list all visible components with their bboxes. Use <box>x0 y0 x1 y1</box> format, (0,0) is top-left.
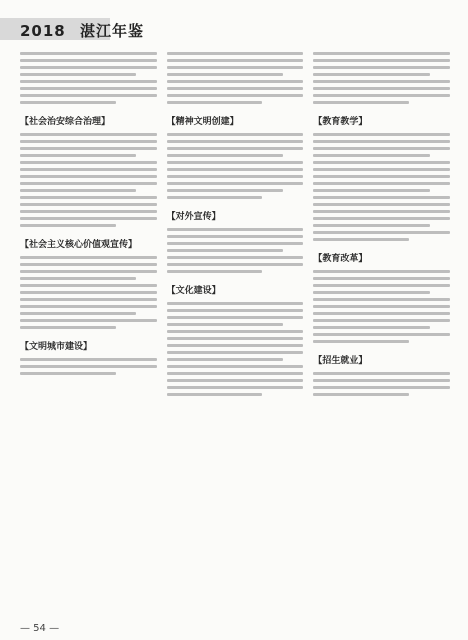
section-heading: 【教育改革】 <box>313 254 368 264</box>
section <box>20 48 157 108</box>
text-line-placeholder <box>20 80 157 83</box>
text-line-placeholder <box>20 372 116 375</box>
text-line-placeholder <box>167 302 304 305</box>
text-line-placeholder <box>313 372 450 375</box>
section-heading: 【教育教学】 <box>313 117 368 127</box>
page-number: — 54 — <box>20 623 60 634</box>
text-line-placeholder <box>20 224 116 227</box>
text-line-placeholder <box>167 175 304 178</box>
text-line-placeholder <box>167 87 304 90</box>
text-line-placeholder <box>313 154 429 157</box>
section-heading: 【招生就业】 <box>313 356 368 366</box>
text-line-placeholder <box>20 256 157 259</box>
column-1 <box>20 48 157 608</box>
text-line-placeholder <box>167 182 304 185</box>
text-line-placeholder <box>167 80 304 83</box>
text-line-placeholder <box>313 203 450 206</box>
text-line-placeholder <box>20 196 157 199</box>
text-line-placeholder <box>167 140 304 143</box>
text-line-placeholder <box>167 66 304 69</box>
text-line-placeholder <box>20 161 157 164</box>
text-line-placeholder <box>313 305 450 308</box>
text-line-placeholder <box>20 270 157 273</box>
text-line-placeholder <box>167 52 304 55</box>
section <box>313 251 450 347</box>
text-line-placeholder <box>20 147 157 150</box>
text-line-placeholder <box>313 87 450 90</box>
text-line-placeholder <box>313 73 429 76</box>
text-line-placeholder <box>167 337 304 340</box>
section-heading: 【文明城市建设】 <box>20 342 93 352</box>
text-line-placeholder <box>167 309 304 312</box>
text-line-placeholder <box>20 277 136 280</box>
section <box>167 209 304 277</box>
section <box>313 353 450 400</box>
text-line-placeholder <box>20 326 116 329</box>
text-line-placeholder <box>20 168 157 171</box>
text-line-placeholder <box>20 73 136 76</box>
text-line-placeholder <box>167 168 304 171</box>
text-line-placeholder <box>167 161 304 164</box>
text-line-placeholder <box>313 319 450 322</box>
text-line-placeholder <box>20 298 157 301</box>
text-line-placeholder <box>20 175 157 178</box>
text-line-placeholder <box>313 210 450 213</box>
text-line-placeholder <box>313 52 450 55</box>
text-line-placeholder <box>20 52 157 55</box>
section-heading: 【文化建设】 <box>166 286 221 296</box>
body-columns <box>20 48 450 608</box>
text-line-placeholder <box>167 358 283 361</box>
text-line-placeholder <box>313 133 450 136</box>
text-line-placeholder <box>313 217 450 220</box>
section-heading: 【社会主义核心价值观宣传】 <box>20 240 138 250</box>
text-line-placeholder <box>167 263 304 266</box>
text-line-placeholder <box>20 154 136 157</box>
text-line-placeholder <box>167 147 304 150</box>
text-line-placeholder <box>313 333 450 336</box>
text-line-placeholder <box>313 59 450 62</box>
text-line-placeholder <box>313 298 450 301</box>
text-line-placeholder <box>20 189 136 192</box>
text-line-placeholder <box>167 59 304 62</box>
text-line-placeholder <box>167 189 283 192</box>
text-line-placeholder <box>313 189 429 192</box>
section <box>167 114 304 203</box>
text-line-placeholder <box>167 393 263 396</box>
text-line-placeholder <box>20 210 157 213</box>
yearbook-header <box>20 20 144 41</box>
text-line-placeholder <box>313 140 450 143</box>
text-line-placeholder <box>20 217 157 220</box>
text-line-placeholder <box>20 101 116 104</box>
section <box>313 48 450 108</box>
text-line-placeholder <box>167 228 304 231</box>
text-line-placeholder <box>313 161 450 164</box>
text-line-placeholder <box>167 235 304 238</box>
text-line-placeholder <box>20 133 157 136</box>
text-line-placeholder <box>20 140 157 143</box>
column-2 <box>167 48 304 608</box>
text-line-placeholder <box>313 196 450 199</box>
text-line-placeholder <box>167 154 283 157</box>
text-line-placeholder <box>20 263 157 266</box>
text-line-placeholder <box>313 168 450 171</box>
section-heading: 【对外宣传】 <box>166 212 221 222</box>
text-line-placeholder <box>167 270 263 273</box>
text-line-placeholder <box>167 386 304 389</box>
text-line-placeholder <box>167 351 304 354</box>
section <box>20 339 157 379</box>
column-3 <box>313 48 450 608</box>
text-line-placeholder <box>313 80 450 83</box>
text-line-placeholder <box>313 147 450 150</box>
text-line-placeholder <box>313 312 450 315</box>
text-line-placeholder <box>20 66 157 69</box>
text-line-placeholder <box>313 231 450 234</box>
text-line-placeholder <box>313 94 450 97</box>
text-line-placeholder <box>167 256 304 259</box>
text-line-placeholder <box>313 386 450 389</box>
text-line-placeholder <box>313 284 450 287</box>
text-line-placeholder <box>313 326 429 329</box>
header-year: 2018 <box>20 22 66 40</box>
section <box>167 48 304 108</box>
text-line-placeholder <box>167 372 304 375</box>
text-line-placeholder <box>20 365 157 368</box>
text-line-placeholder <box>167 365 304 368</box>
text-line-placeholder <box>167 249 283 252</box>
text-line-placeholder <box>20 284 157 287</box>
text-line-placeholder <box>20 312 136 315</box>
text-line-placeholder <box>167 330 304 333</box>
text-line-placeholder <box>167 344 304 347</box>
text-line-placeholder <box>313 66 450 69</box>
text-line-placeholder <box>167 242 304 245</box>
text-line-placeholder <box>313 291 429 294</box>
header-title: 湛江年鉴 <box>79 22 144 40</box>
text-line-placeholder <box>167 101 263 104</box>
section <box>313 114 450 245</box>
text-line-placeholder <box>313 340 409 343</box>
text-line-placeholder <box>20 291 157 294</box>
text-line-placeholder <box>313 379 450 382</box>
text-line-placeholder <box>20 305 157 308</box>
section <box>167 283 304 400</box>
text-line-placeholder <box>20 182 157 185</box>
text-line-placeholder <box>313 270 450 273</box>
text-line-placeholder <box>20 59 157 62</box>
text-line-placeholder <box>167 133 304 136</box>
text-line-placeholder <box>20 319 157 322</box>
text-line-placeholder <box>313 101 409 104</box>
text-line-placeholder <box>313 393 409 396</box>
text-line-placeholder <box>167 73 283 76</box>
text-line-placeholder <box>20 87 157 90</box>
text-line-placeholder <box>313 175 450 178</box>
text-line-placeholder <box>20 203 157 206</box>
text-line-placeholder <box>313 224 429 227</box>
text-line-placeholder <box>167 94 304 97</box>
section <box>20 114 157 231</box>
text-line-placeholder <box>167 316 304 319</box>
text-line-placeholder <box>167 379 304 382</box>
text-line-placeholder <box>313 238 409 241</box>
text-line-placeholder <box>313 277 450 280</box>
text-line-placeholder <box>20 94 157 97</box>
text-line-placeholder <box>167 196 263 199</box>
text-line-placeholder <box>20 358 157 361</box>
section <box>20 237 157 333</box>
section-heading: 【社会治安综合治理】 <box>20 117 111 127</box>
section-heading: 【精神文明创建】 <box>166 117 239 127</box>
text-line-placeholder <box>313 182 450 185</box>
text-line-placeholder <box>167 323 283 326</box>
